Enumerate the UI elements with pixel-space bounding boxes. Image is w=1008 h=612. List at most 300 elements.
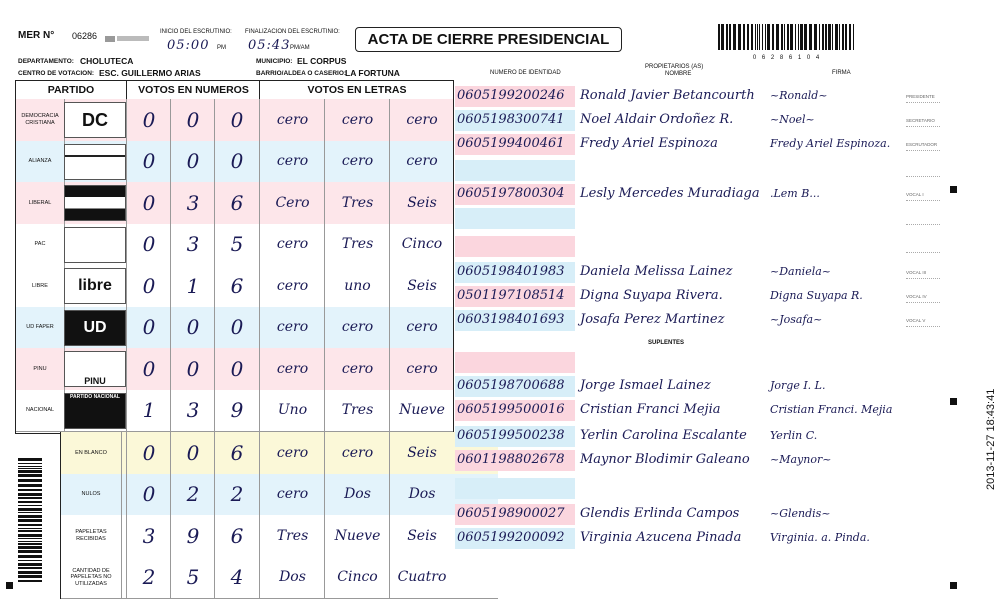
vote-table-header <box>16 81 453 100</box>
member-role <box>906 168 940 177</box>
vote-word-cell <box>324 141 390 183</box>
suplentes-header: SUPLENTES <box>648 340 685 346</box>
vote-word: Cero <box>275 194 310 211</box>
barcode-bar <box>832 24 833 50</box>
vote-word-cell <box>324 557 390 599</box>
vote-digit: 3 <box>142 523 156 548</box>
member-signature: Yerlin C. <box>770 429 818 442</box>
party-logo <box>64 227 126 263</box>
vote-digit: 3 <box>186 232 200 257</box>
vote-number-cell <box>214 390 259 432</box>
party-name: EN BLANCO <box>61 432 122 474</box>
vote-digit: 0 <box>230 107 244 132</box>
vote-word: Seis <box>407 527 437 544</box>
vote-word-cell <box>324 182 390 224</box>
barcode-bar <box>835 24 838 50</box>
barcode-bar <box>853 24 854 50</box>
fin-suffix: PM/AM <box>290 45 310 51</box>
vote-digit: 1 <box>186 273 200 298</box>
member-role <box>906 216 940 225</box>
vote-number-cell <box>214 265 259 307</box>
barcode-bar <box>757 24 758 50</box>
vote-word-cell <box>259 182 325 224</box>
vote-word: Nueve <box>334 527 381 544</box>
party-name: NULOS <box>61 474 122 516</box>
vote-number-cell <box>214 432 259 474</box>
vote-number-cell <box>126 557 171 599</box>
registration-mark <box>950 186 957 193</box>
vote-digit: 5 <box>230 232 244 257</box>
barrio-value: LA FORTUNA <box>345 68 400 78</box>
member-name: Daniela Melissa Lainez <box>580 264 733 279</box>
vote-digit: 0 <box>186 107 200 132</box>
departamento-value: CHOLUTECA <box>80 56 134 66</box>
member-id: 0501197108514 <box>457 288 565 303</box>
barcode-bar <box>18 501 42 503</box>
barcode-bar <box>804 24 807 50</box>
party-name: LIBERAL <box>16 182 65 224</box>
member-signature: ~Glendis~ <box>770 507 831 520</box>
vote-number-cell <box>170 390 215 432</box>
vote-word: Cinco <box>401 236 443 253</box>
vote-number-cell <box>126 224 171 266</box>
member-signature: ~Josafa~ <box>770 313 823 326</box>
barcode-bar <box>18 560 42 561</box>
barcode-bar <box>762 24 763 50</box>
vote-digit: 0 <box>142 482 156 507</box>
barcode-bar <box>18 530 42 532</box>
vote-digit: 6 <box>230 440 244 465</box>
barcode-bar <box>795 24 796 50</box>
barcode-bar <box>18 567 42 569</box>
vote-number-cell <box>126 390 171 432</box>
registration-mark <box>6 582 13 589</box>
member-role <box>906 244 940 253</box>
vote-word: cero <box>276 111 309 128</box>
vote-number-cell <box>126 99 171 141</box>
party-name: ALIANZA <box>16 141 65 183</box>
vote-word: Cinco <box>337 569 378 586</box>
vote-row <box>16 265 453 308</box>
barcode-bar <box>18 468 42 469</box>
member-name: Virginia Azucena Pinada <box>580 530 742 545</box>
barcode-bar <box>18 555 42 558</box>
vote-digit: 0 <box>142 107 156 132</box>
vote-word: Seis <box>407 444 437 461</box>
vote-digit: 0 <box>186 315 200 340</box>
header-letras: VOTOS EN LETRAS <box>259 81 454 99</box>
member-signature: ~Daniela~ <box>770 265 831 278</box>
vote-word-cell <box>389 432 454 474</box>
barcode-left <box>18 458 52 584</box>
vote-row <box>16 224 453 267</box>
barcode-bar <box>18 479 42 482</box>
vote-number-cell <box>126 348 171 390</box>
barcode-bar <box>726 24 728 50</box>
registration-mark <box>950 398 957 405</box>
member-id: 0605199200092 <box>457 530 565 545</box>
barcode-bar <box>18 508 42 511</box>
member-id: 0605197800304 <box>457 186 565 201</box>
member-id: 0605198401983 <box>457 264 565 279</box>
vote-word-cell <box>389 224 454 266</box>
propietarios-header: PROPIETARIOS (AS) <box>645 64 704 70</box>
vote-number-cell <box>214 307 259 349</box>
vote-word-cell <box>389 99 454 141</box>
vote-word: Cuatro <box>397 569 447 586</box>
member-signature: ~Ronald~ <box>770 89 828 102</box>
vote-number-cell <box>214 141 259 183</box>
vote-word-cell <box>259 99 325 141</box>
vote-number-cell <box>170 99 215 141</box>
barcode-bar <box>772 24 774 50</box>
vote-digit: 2 <box>142 565 156 590</box>
centro-label: CENTRO DE VOTACION: <box>18 70 95 77</box>
vote-number-cell <box>170 307 215 349</box>
barcode-bar <box>781 24 783 50</box>
vote-number-cell <box>170 141 215 183</box>
vote-row <box>16 348 453 391</box>
barcode-bar <box>18 546 42 549</box>
vote-word-cell <box>389 348 454 390</box>
vote-digit: 6 <box>230 273 244 298</box>
vote-word-cell <box>389 557 454 599</box>
vote-digit: 6 <box>230 190 244 215</box>
barcode-bar <box>809 24 812 50</box>
registration-mark <box>950 582 957 589</box>
timestamp-stamp: 2013-11-27 18:43:41 <box>985 388 997 490</box>
header-partido: PARTIDO <box>47 84 95 96</box>
vote-number-cell <box>170 265 215 307</box>
vote-word-cell <box>259 557 325 599</box>
barcode-bar <box>18 463 42 464</box>
vote-word: Dos <box>408 486 436 503</box>
id-cell <box>455 208 575 229</box>
barrio-label: BARRIO/ALDEA O CASERIO: <box>256 70 347 77</box>
barcode-bar <box>738 24 741 50</box>
vote-number-cell <box>126 182 171 224</box>
vote-word-cell <box>389 307 454 349</box>
barcode-bar <box>718 24 720 50</box>
vote-digit: 0 <box>142 190 156 215</box>
vote-word: cero <box>276 277 309 294</box>
member-signature: Cristian Franci. Mejia <box>770 403 893 416</box>
vote-word: cero <box>341 153 374 170</box>
barcode-bar <box>18 571 42 574</box>
id-column-header: NUMERO DE IDENTIDAD <box>490 70 561 76</box>
member-role: VOCAL IV <box>906 294 940 303</box>
barcode-bar <box>18 563 42 566</box>
vote-word-cell <box>324 307 390 349</box>
member-role: PRESIDENTE <box>906 94 940 103</box>
vote-number-cell <box>214 182 259 224</box>
vote-number-cell <box>170 515 215 557</box>
member-role: VOCAL V <box>906 318 940 327</box>
nombre-header: NOMBRE <box>665 71 692 77</box>
barcode-bar <box>18 515 42 518</box>
vote-number-cell <box>126 141 171 183</box>
member-signature: ~Maynor~ <box>770 453 832 466</box>
barcode-bar <box>18 484 42 487</box>
vote-digit: 0 <box>230 149 244 174</box>
vote-number-cell <box>214 348 259 390</box>
vote-word-cell <box>389 390 454 432</box>
vote-digit: 2 <box>186 482 200 507</box>
vote-word: cero <box>276 486 309 503</box>
barcode-bar <box>828 24 831 50</box>
party-logo: PINU <box>64 351 126 387</box>
vote-word: cero <box>406 319 438 336</box>
barcode-bar <box>784 24 785 50</box>
barcode-bar <box>18 512 42 513</box>
barcode-bar <box>18 580 42 582</box>
vote-word: Uno <box>277 402 308 419</box>
vote-digit: 2 <box>230 482 244 507</box>
vote-word: cero <box>276 360 309 377</box>
centro-value: ESC. GUILLERMO ARIAS <box>99 68 201 78</box>
vote-number-cell <box>214 515 259 557</box>
vote-word: cero <box>341 360 374 377</box>
vote-digit: 0 <box>142 440 156 465</box>
vote-row <box>16 141 453 184</box>
id-cell <box>455 236 575 257</box>
vote-word-cell <box>389 265 454 307</box>
barcode-bar <box>842 24 844 50</box>
vote-digit: 6 <box>230 523 244 548</box>
vote-row <box>61 432 498 475</box>
tse-logo <box>105 31 150 41</box>
vote-digit: 0 <box>142 315 156 340</box>
vote-digit: 0 <box>186 440 200 465</box>
inicio-label: INICIO DEL ESCRUTINIO: <box>160 29 232 35</box>
vote-digit: 0 <box>142 273 156 298</box>
barcode-bar <box>18 470 42 473</box>
barcode-top <box>718 24 856 61</box>
vote-number-cell <box>170 182 215 224</box>
id-cell <box>455 160 575 181</box>
vote-number-cell <box>126 307 171 349</box>
barcode-bar <box>18 497 42 499</box>
vote-row <box>61 557 498 600</box>
barcode-bar <box>743 24 745 50</box>
vote-row <box>16 390 453 433</box>
member-id: 0603198401693 <box>457 312 565 327</box>
vote-word-cell <box>259 432 325 474</box>
vote-number-cell <box>170 432 215 474</box>
vote-word-cell <box>259 307 325 349</box>
vote-table <box>15 80 454 434</box>
municipio-value: EL CORPUS <box>297 56 347 66</box>
vote-word: cero <box>406 153 438 170</box>
barcode-bar <box>18 474 42 477</box>
barcode-bar <box>18 541 42 542</box>
vote-number-cell <box>126 265 171 307</box>
party-logo <box>64 144 126 180</box>
barcode-bar <box>747 24 749 50</box>
barcode-bar <box>18 519 42 522</box>
member-id: 0605199200246 <box>457 88 565 103</box>
barcode-bar <box>845 24 847 50</box>
vote-digit: 0 <box>186 356 200 381</box>
vote-word: cero <box>406 360 438 377</box>
party-name: PAC <box>16 224 65 266</box>
member-id: 0605198900027 <box>457 506 565 521</box>
barcode-bar <box>819 24 820 50</box>
vote-number-cell <box>170 348 215 390</box>
vote-digit: 0 <box>186 149 200 174</box>
vote-number-cell <box>170 224 215 266</box>
member-role: VOCAL I <box>906 192 940 201</box>
party-name: UD FAPER <box>16 307 65 349</box>
barcode-bar <box>18 505 42 506</box>
vote-word-cell <box>259 141 325 183</box>
vote-word: Dos <box>344 486 371 503</box>
barcode-bar <box>822 24 824 50</box>
vote-word: Seis <box>407 194 437 211</box>
vote-digit: 9 <box>230 398 244 423</box>
vote-number-cell <box>214 99 259 141</box>
member-name: Yerlin Carolina Escalante <box>580 428 747 443</box>
vote-word: Tres <box>341 402 374 419</box>
barcode-bar <box>839 24 840 50</box>
page-title: ACTA DE CIERRE PRESIDENCIAL <box>355 27 622 52</box>
member-signature: Digna Suyapa R. <box>770 289 863 302</box>
vote-number-cell <box>170 557 215 599</box>
barcode-bar <box>18 575 42 578</box>
barcode-bar <box>814 24 817 50</box>
member-signature: ~Noel~ <box>770 113 815 126</box>
vote-word: Tres <box>341 194 374 211</box>
vote-digit: 0 <box>142 356 156 381</box>
vote-number-cell <box>170 474 215 516</box>
vote-word-cell <box>389 474 454 516</box>
vote-word: Tres <box>276 527 309 544</box>
barcode-bar <box>755 24 756 50</box>
vote-digit: 3 <box>186 398 200 423</box>
member-name: Digna Suyapa Rivera. <box>580 288 723 303</box>
vote-word-cell <box>389 182 454 224</box>
vote-word: uno <box>344 277 371 294</box>
vote-digit: 3 <box>186 190 200 215</box>
departamento-label: DEPARTAMENTO: <box>18 58 74 65</box>
vote-word-cell <box>259 348 325 390</box>
vote-word-cell <box>259 265 325 307</box>
barcode-bar <box>849 24 851 50</box>
member-id: 0605199400461 <box>457 136 565 151</box>
vote-word: Tres <box>341 236 374 253</box>
barcode-bar <box>800 24 803 50</box>
id-cell <box>455 352 575 373</box>
member-name: Lesly Mercedes Muradiaga <box>580 186 760 201</box>
vote-row <box>61 474 498 517</box>
vote-word: cero <box>276 444 309 461</box>
vote-digit: 0 <box>230 315 244 340</box>
member-name: Glendis Erlinda Campos <box>580 506 740 521</box>
vote-number-cell <box>214 557 259 599</box>
vote-word-cell <box>389 141 454 183</box>
vote-word-cell <box>389 515 454 557</box>
vote-row <box>16 182 453 225</box>
vote-word-cell <box>259 515 325 557</box>
member-role: ESCRUTADOR <box>906 142 940 151</box>
party-name: DEMOCRACIA CRISTIANA <box>16 99 65 141</box>
member-signature: Fredy Ariel Espinoza. <box>770 137 891 150</box>
barcode-bar <box>787 24 789 50</box>
member-id: 0601198802678 <box>457 452 565 467</box>
vote-word: Nueve <box>399 402 445 419</box>
vote-word: Seis <box>407 277 437 294</box>
vote-number-cell <box>126 474 171 516</box>
barcode-bar <box>729 24 731 50</box>
member-name: Maynor Blodimir Galeano <box>580 452 750 467</box>
vote-word: cero <box>341 111 374 128</box>
party-logo: PARTIDO NACIONAL <box>64 393 126 429</box>
party-name: NACIONAL <box>16 390 65 432</box>
vote-word: cero <box>341 444 374 461</box>
member-name: Noel Aldair Ordoñez R. <box>580 112 734 127</box>
barcode-bar <box>733 24 736 50</box>
vote-number-cell <box>126 432 171 474</box>
header-numeros: VOTOS EN NUMEROS <box>126 81 260 99</box>
member-signature: Virginia. a. Pinda. <box>770 531 870 544</box>
party-logo: UD <box>64 310 126 346</box>
vote-digit: 0 <box>142 232 156 257</box>
id-cell <box>455 478 575 499</box>
member-signature: Jorge I. L. <box>770 379 826 392</box>
barcode-bar <box>18 538 42 539</box>
vote-row <box>16 307 453 350</box>
barcode-bar <box>825 24 827 50</box>
barcode-bar <box>18 543 42 545</box>
barcode-bar <box>751 24 753 50</box>
member-name: Ronald Javier Betancourth <box>580 88 755 103</box>
firma-header: FIRMA <box>832 70 851 76</box>
barcode-bar <box>790 24 793 50</box>
barcode-bar <box>765 24 766 50</box>
vote-word: cero <box>276 153 309 170</box>
member-name: Josafa Perez Martinez <box>580 312 725 327</box>
member-id: 0605199500016 <box>457 402 565 417</box>
vote-word: cero <box>406 111 438 128</box>
vote-digit: 9 <box>186 523 200 548</box>
vote-word-cell <box>324 515 390 557</box>
member-name: Fredy Ariel Espinoza <box>580 136 718 151</box>
vote-word-cell <box>259 474 325 516</box>
vote-word-cell <box>324 474 390 516</box>
vote-word-cell <box>324 432 390 474</box>
barcode-bar <box>721 24 724 50</box>
barcode-bar <box>759 24 760 50</box>
vote-word-cell <box>324 348 390 390</box>
member-role: VOCAL III <box>906 270 940 279</box>
vote-digit: 0 <box>142 149 156 174</box>
party-name: CANTIDAD DE PAPELETAS NO UTILIZADAS <box>61 557 122 599</box>
inicio-time: 05:00 <box>167 38 210 53</box>
vote-word: cero <box>341 319 374 336</box>
fin-label: FINALIZACION DEL ESCRUTINIO: <box>245 29 340 35</box>
vote-word-cell <box>324 99 390 141</box>
vote-word: cero <box>276 236 309 253</box>
member-name: Jorge Ismael Lainez <box>580 378 711 393</box>
vote-word-cell <box>259 224 325 266</box>
municipio-label: MUNICIPIO: <box>256 58 293 65</box>
vote-word-cell <box>324 265 390 307</box>
barcode-bar <box>18 528 42 529</box>
barcode-bar <box>18 550 42 553</box>
barcode-bar <box>18 489 42 491</box>
party-name: LIBRE <box>16 265 65 307</box>
barcode-bar <box>767 24 770 50</box>
